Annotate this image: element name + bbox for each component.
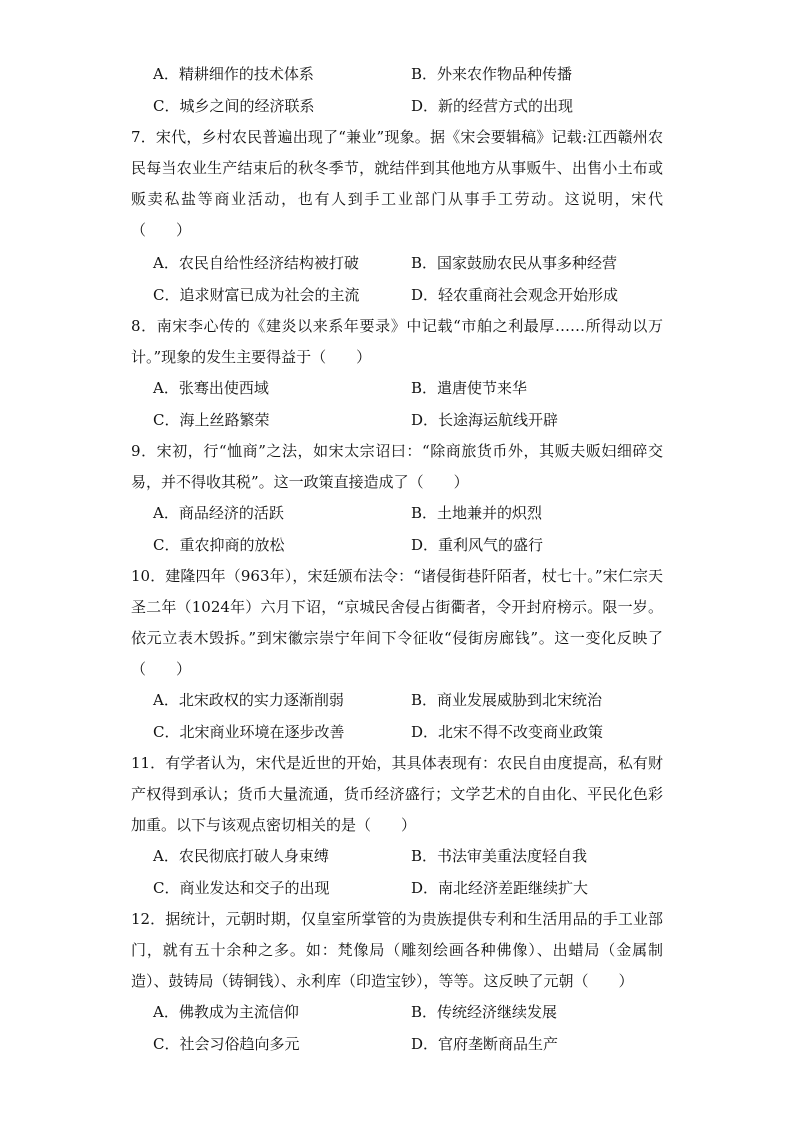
q9-stem: 9．宋初，行“恤商”之法，如宋太宗诏曰：“除商旅货币外，其贩夫贩妇细碎交易，并不得收其税”。这一政策直接造成了（ ） xyxy=(131,442,663,491)
q6-option-a: A．精耕细作的技术体系 xyxy=(153,65,314,83)
q10-option-c: C．北宋商业环境在逐步改善 xyxy=(153,723,345,741)
q7-option-d: D．轻农重商社会观念开始形成 xyxy=(411,286,619,304)
q8-option-d: D．长途海运航线开辟 xyxy=(411,411,559,429)
q9-option-a: A．商品经济的活跃 xyxy=(153,504,284,522)
q11-option-a: A．农民彻底打破人身束缚 xyxy=(153,847,329,865)
q11-option-b: B．书法审美重法度轻自我 xyxy=(411,847,588,865)
q8-option-b: B．遣唐使节来华 xyxy=(411,379,528,397)
q6-option-b: B．外来农作物品种传播 xyxy=(411,65,573,83)
q11-option-c: C．商业发达和交子的出现 xyxy=(153,879,330,897)
q6-option-c: C．城乡之间的经济联系 xyxy=(153,97,315,115)
q7-option-a: A．农民自给性经济结构被打破 xyxy=(153,254,359,272)
q7-option-b: B．国家鼓励农民从事多种经营 xyxy=(411,254,618,272)
q7-option-c: C．追求财富已成为社会的主流 xyxy=(153,286,360,304)
q12-option-a: A．佛教成为主流信仰 xyxy=(153,1003,299,1021)
q10-option-a: A．北宋政权的实力逐渐削弱 xyxy=(153,691,344,709)
q6-option-d: D．新的经营方式的出现 xyxy=(411,97,574,115)
q11-option-d: D．南北经济差距继续扩大 xyxy=(411,879,589,897)
q10-option-b: B．商业发展威胁到北宋统治 xyxy=(411,691,603,709)
q10-stem: 10．建隆四年（963年），宋廷颁布法令：“诸侵街巷阡陌者，杖七十。”宋仁宗天圣二年（1024年）六月下诏，“京城民舍侵占街衢者，令开封府榜示。限一岁。依元立表木毁拆。”到宋徽宗崇宁年间下令征收“侵街房廊钱”。这一变化反映了（ ） xyxy=(131,567,663,678)
q7-stem: 7．宋代，乡村农民普遍出现了“兼业”现象。据《宋会要辑稿》记载:江西赣州农民每当农业生产结束后的秋冬季节，就结伴到其他地方从事贩牛、出售小土布或贩卖私盐等商业活动，也有人到手工业部门从事手工劳动。这说明，宋代（ ） xyxy=(131,128,663,239)
q10-option-d: D．北宋不得不改变商业政策 xyxy=(411,723,604,741)
q8-option-a: A．张骞出使西域 xyxy=(153,379,269,397)
q8-stem: 8．南宋李心传的《建炎以来系年要录》中记载“市舶之利最厚……所得动以万计。”现象的发生主要得益于（ ） xyxy=(131,317,663,366)
q12-option-d: D．官府垄断商品生产 xyxy=(411,1035,559,1053)
q12-option-b: B．传统经济继续发展 xyxy=(411,1003,558,1021)
q12-stem: 12．据统计，元朝时期，仅皇室所掌管的为贵族提供专利和生活用品的手工业部门，就有五十余种之多。如：梵像局（雕刻绘画各种佛像）、出蜡局（金属制造）、鼓铸局（铸铜钱）、永利库（印造宝钞），等等。这反映了元朝（ ） xyxy=(131,910,663,990)
q11-stem: 11．有学者认为，宋代是近世的开始，其具体表现有：农民自由度提高，私有财产权得到承认；货币大量流通，货币经济盛行；文学艺术的自由化、平民化色彩加重。以下与该观点密切相关的是（ ） xyxy=(131,754,663,834)
q8-option-c: C．海上丝路繁荣 xyxy=(153,411,270,429)
q9-option-d: D．重利风气的盛行 xyxy=(411,536,544,554)
q9-option-b: B．土地兼并的炽烈 xyxy=(411,504,543,522)
q12-option-c: C．社会习俗趋向多元 xyxy=(153,1035,300,1053)
q9-option-c: C．重农抑商的放松 xyxy=(153,536,285,554)
